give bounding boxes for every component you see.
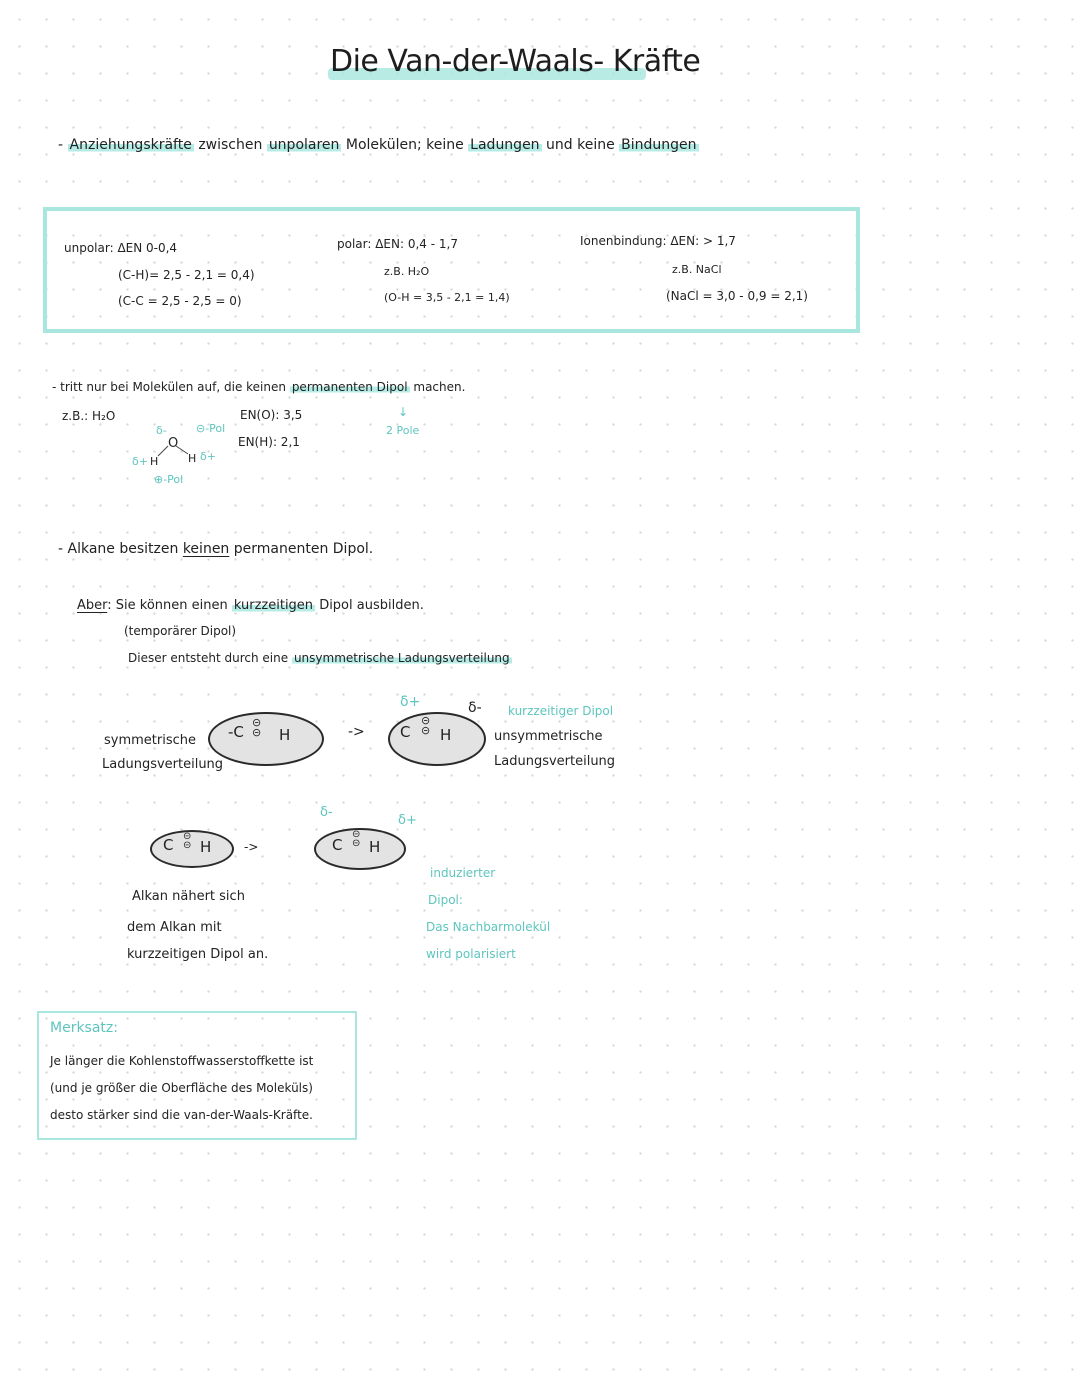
water-positive-pole: ⊕-Pol (154, 473, 184, 486)
water-delta-plus-left: δ+ (132, 455, 148, 468)
induced-text-3: Das Nachbarmolekül (426, 920, 551, 934)
dipole-line (52, 380, 465, 394)
merksatz-heading: Merksatz: (50, 1020, 118, 1036)
merksatz-line-3: desto stärker sind die van-der-Waals-Kräfte. (50, 1108, 313, 1122)
dipole-line-c: machen. (413, 380, 466, 394)
water-delta-plus-right: δ+ (200, 450, 216, 463)
aber-kurzzeitigen: kurzzeitigen (233, 598, 314, 613)
merksatz-line-1: Je länger die Kohlenstoffwasserstoffkette ist (50, 1054, 314, 1068)
oval3-hydrogen: H (200, 838, 212, 856)
unpolar-example-ch: (C-H)= 2,5 - 2,1 = 0,4) (118, 268, 255, 282)
approach-text-3: kurzzeitigen Dipol an. (127, 947, 269, 962)
en-hydrogen: EN(H): 2,1 (238, 435, 300, 449)
short-dipole-label: kurzzeitiger Dipol (508, 704, 614, 718)
dipole-line-b: permanenten Dipol (291, 380, 408, 394)
delta-minus-mid: δ- (320, 805, 333, 820)
cause-b: unsymmetrische Ladungsverteilung (293, 651, 510, 665)
ionic-title: Ionenbindung: ΔEN: > 1,7 (580, 234, 736, 248)
oval4-carbon: C (332, 836, 343, 854)
delta-minus-top: δ- (468, 700, 482, 716)
water-hydrogen-right: H (188, 452, 197, 465)
ionic-example: z.B. NaCl (672, 263, 722, 276)
symmetric-label-2: Ladungsverteilung (102, 757, 224, 772)
asymmetric-label-2: Ladungsverteilung (494, 754, 616, 769)
aber-line (77, 598, 424, 613)
cause-line (128, 651, 512, 665)
page-title: Die Van-der-Waals- Kräfte (330, 44, 701, 79)
alkane-p1: Alkane besitzen (67, 541, 179, 557)
aber-end: Dipol ausbilden. (319, 598, 424, 613)
en-oxygen: EN(O): 3,5 (240, 408, 303, 422)
intro-ladungen: Ladungen (470, 137, 540, 153)
polar-title: polar: ΔEN: 0,4 - 1,7 (337, 237, 458, 251)
ionic-calc: (NaCl = 3,0 - 0,9 = 2,1) (666, 289, 808, 303)
alkane-line (58, 541, 373, 557)
induced-text-4: wird polarisiert (426, 947, 516, 961)
oval4-hydrogen: H (369, 838, 381, 856)
asymmetric-label-1: unsymmetrische (494, 729, 603, 744)
alkane-dash: - (58, 541, 64, 557)
delta-plus-top: δ+ (400, 694, 421, 710)
unpolar-example-cc: (C-C = 2,5 - 2,5 = 0) (118, 294, 242, 308)
water-bonds (150, 440, 210, 460)
oval1-hydrogen: H (279, 726, 291, 744)
polar-calc: (O-H = 3,5 - 2,1 = 1,4) (384, 291, 510, 304)
approach-text-2: dem Alkan mit (127, 920, 222, 935)
oval2-hydrogen: H (440, 726, 452, 744)
temporary-dipole: (temporärer Dipol) (124, 624, 237, 638)
cause-a: Dieser entsteht durch eine (128, 651, 289, 665)
merksatz-line-2: (und je größer die Oberfläche des Moleküls) (50, 1081, 313, 1095)
two-poles-label: 2 Pole (386, 424, 420, 437)
dipole-line-a: - tritt nur bei Molekülen auf, die keinen (52, 380, 286, 394)
water-delta-minus: δ- (156, 424, 167, 437)
aber-word: Aber (77, 598, 108, 613)
induced-text-2: Dipol: (428, 893, 463, 907)
arrow-right-2: -> (244, 840, 259, 854)
oval4-electrons: ⊝ ⊝ (352, 829, 361, 849)
intro-line (58, 137, 699, 153)
oval3-electrons: ⊝ ⊝ (183, 831, 192, 851)
oval3-carbon: C (163, 836, 174, 854)
intro-und-keine: und keine (546, 137, 615, 153)
aber-rest: : Sie können einen (107, 598, 228, 613)
alkane-p3: permanenten Dipol. (233, 541, 374, 557)
delta-plus-mid: δ+ (398, 813, 417, 828)
intro-dash: - (58, 137, 64, 153)
water-example: z.B.: H₂O (62, 409, 116, 423)
arrow-right-1: -> (348, 724, 365, 740)
intro-zwischen: zwischen (198, 137, 263, 153)
alkane-oval-symmetric (208, 712, 324, 766)
unpolar-title: unpolar: ΔEN 0-0,4 (64, 241, 178, 255)
intro-unpolaren: unpolaren (268, 137, 340, 153)
down-arrow-icon: ↓ (398, 405, 409, 419)
oval1-electrons: ⊝ ⊝ (252, 716, 262, 739)
intro-bindungen: Bindungen (621, 137, 697, 153)
water-hydrogen-left: H (150, 455, 159, 468)
symmetric-label-1: symmetrische (104, 733, 197, 748)
intro-molekuelen: Molekülen; keine (345, 137, 464, 153)
oval2-electrons: ⊝ ⊝ (421, 714, 431, 737)
water-oxygen: O (168, 436, 179, 451)
oval1-carbon: -C (228, 723, 244, 741)
oval2-carbon: C (400, 723, 411, 741)
approach-text-1: Alkan nähert sich (132, 889, 245, 904)
polar-example: z.B. H₂O (384, 265, 430, 278)
intro-anziehung: Anziehungskräfte (69, 137, 192, 153)
induced-text-1: induzierter (430, 866, 496, 880)
water-negative-pole: ⊝-Pol (196, 422, 226, 435)
alkane-keinen: keinen (182, 541, 230, 557)
